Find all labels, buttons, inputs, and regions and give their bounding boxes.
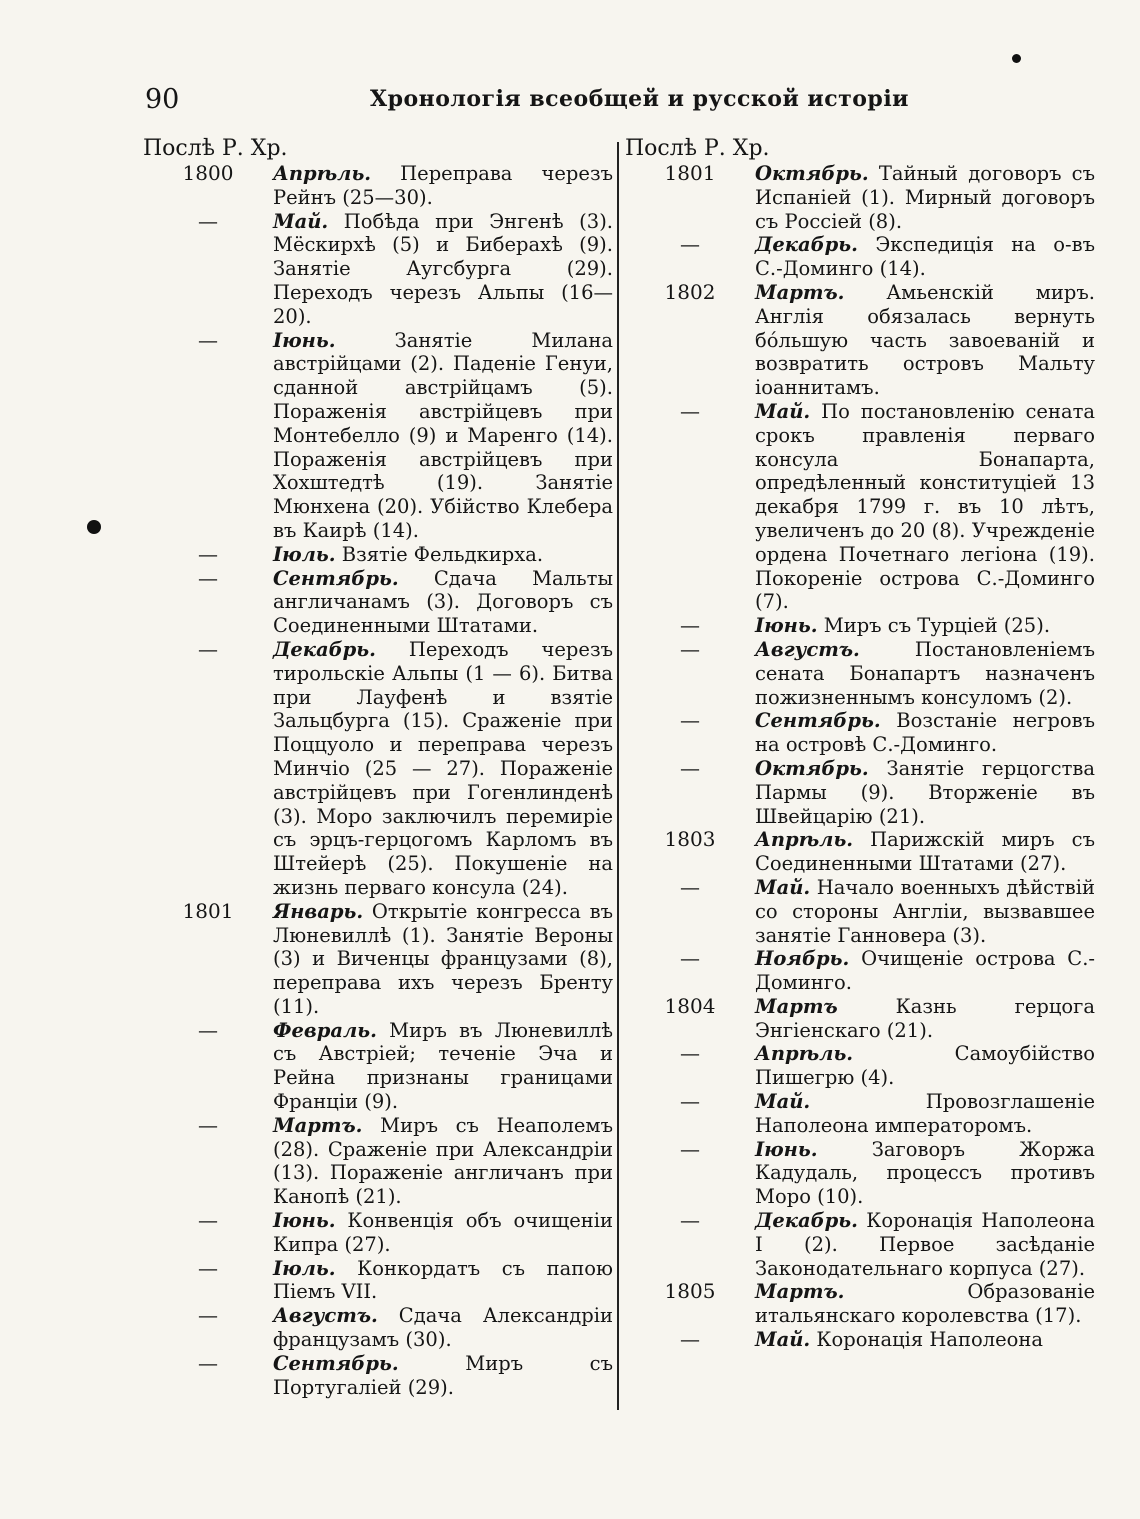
entry-body: Образованіе итальянскаго королевства (17).: [755, 1280, 1095, 1328]
entry-text: [273, 1352, 613, 1400]
chronology-entry: [143, 1019, 613, 1114]
chronology-entry: [625, 757, 1095, 828]
chronology-entry: [625, 400, 1095, 614]
entry-body: Миръ въ Люневиллѣ съ Австріей; теченіе Эча и Рейна признаны границами Франціи (9).: [273, 1018, 613, 1114]
entry-year: —: [680, 1041, 700, 1066]
entry-month: Іюнь.: [755, 1137, 818, 1161]
entry-month: Декабрь.: [273, 637, 376, 661]
entry-text: [755, 828, 1095, 876]
entry-body: Открытіе конгресса въ Люневиллѣ (1). Занятіе Вероны (3) и Виченцы французами (8), переправа ихъ черезъ Бренту (11).: [273, 899, 613, 1018]
entry-text: [273, 900, 613, 1019]
entry-year: —: [198, 636, 218, 661]
entry-year: —: [680, 1327, 700, 1352]
entry-year: 1803: [664, 827, 716, 852]
entry-month: Сентябрь.: [755, 709, 881, 733]
entry-text: [755, 1328, 1095, 1352]
entry-month: Май.: [755, 399, 811, 423]
chronology-entry: [143, 1257, 613, 1305]
chronology-entry: [625, 1138, 1095, 1209]
entry-text: [755, 1280, 1095, 1328]
entry-year: —: [198, 327, 218, 352]
entry-body: Занятіе Милана австрійцами (2). Паденіе Генуи, сданной австрійцамъ (5). Пораженія австрійцевъ при Монтебелло (9) и Маренго (14). Пораженія австрійцевъ при Хохштедтѣ (19). Занятіе Мюнхена (20). Убійство Клебера въ Каирѣ (14).: [273, 328, 614, 542]
chronology-entry: [625, 638, 1095, 709]
entry-body: Коронація Наполеона I (2). Первое засѣданіе Законодательнаго корпуса (27).: [755, 1209, 1095, 1280]
entry-text: [273, 638, 613, 900]
entry-month: Январь.: [273, 899, 364, 923]
entry-body: Переходъ черезъ тирольскіе Альпы (1 — 6). Битва при Лауфенѣ и взятіе Зальцбурга (15). Сраженіе при Поццуоло и переправа черезъ Минчіо (25 — 27). Пораженіе австрійцевъ при Гогенлинденѣ (3). Моро заключилъ перемиріе съ эрцъ-герцогомъ Карломъ въ Штейерѣ (25). Покушеніе на жизнь перваго консула (24).: [273, 637, 613, 899]
entry-text: [273, 1209, 613, 1257]
entry-body: Казнь герцога Энгіенскаго (21).: [755, 994, 1095, 1042]
chronology-entry: [625, 162, 1095, 233]
chronology-entry: [143, 900, 613, 1019]
entry-body: Тайный договоръ съ Испаніей (1). Мирный договоръ съ Россіей (8).: [755, 162, 1095, 233]
entry-month: Май.: [755, 1328, 811, 1352]
entry-body: Побѣда при Энгенѣ (3). Мёскирхѣ (5) и Биберахѣ (9). Занятіе Аугсбурга (29). Переходъ черезъ Альпы (16—20).: [273, 209, 614, 328]
entry-year: —: [198, 565, 218, 590]
entry-year: —: [198, 1255, 218, 1280]
entry-month: Іюнь.: [755, 614, 818, 638]
chronology-entry: [625, 1042, 1095, 1090]
entry-month: Апрѣль.: [273, 162, 372, 185]
entry-month: Сентябрь.: [273, 566, 399, 590]
chronology-entry: [143, 210, 613, 329]
entry-body: По постановленію сената срокъ правленія перваго консула Бонапарта, опредѣленный конституціей 13 декабря 1799 г. въ 10 лѣтъ, увеличенъ до 20 (8). Учрежденіе ордена Почетнаго легіона (19). Покореніе острова С.-Доминго (7).: [755, 399, 1095, 614]
entry-month: Іюль.: [273, 542, 336, 566]
entry-body: Миръ съ Неаполемъ (28). Сраженіе при Александріи (13). Пораженіе англичанъ при Канопѣ (21).: [273, 1113, 613, 1209]
entry-body: Амьенскій миръ. Англія обязалась вернуть бóльшую часть завоеваній и возвратить островъ Мальту іоаннитамъ.: [755, 280, 1095, 400]
entry-text: [273, 1019, 613, 1114]
ink-dot-margin: [87, 520, 101, 534]
entry-body: Экспедиція на о-въ С.-Доминго (14).: [755, 233, 1095, 281]
chronology-entry: [143, 567, 613, 638]
page-number: 90: [145, 84, 180, 115]
entry-year: —: [680, 755, 700, 780]
entry-body: Взятіе Фельдкирха.: [341, 542, 544, 566]
entry-text: [755, 1090, 1095, 1138]
entry-year: —: [198, 1303, 218, 1328]
entry-text: [755, 1209, 1095, 1280]
entry-body: Конкордатъ съ папою Піемъ VII.: [273, 1256, 613, 1304]
chronology-entry: [625, 1090, 1095, 1138]
entry-year: —: [680, 636, 700, 661]
right-entry-list: [625, 162, 1095, 1352]
entry-year: —: [680, 398, 700, 423]
entry-text: [755, 947, 1095, 995]
chronology-entry: [143, 329, 613, 543]
entry-month: Апрѣль.: [755, 828, 854, 852]
entry-body: Постановленіемъ сената Бонапартъ назначенъ пожизненнымъ консуломъ (2).: [755, 637, 1095, 709]
entry-text: [755, 162, 1095, 233]
entry-body: Заговоръ Жоржа Кадудаль, процессъ противъ Моро (10).: [755, 1137, 1095, 1209]
chronology-entry: [625, 1209, 1095, 1280]
chronology-entry: [143, 543, 613, 567]
entry-year: —: [680, 708, 700, 733]
entry-body: Занятіе герцогства Пармы (9). Вторженіе въ Швейцарію (21).: [755, 756, 1095, 828]
entry-text: [755, 995, 1095, 1043]
chronology-entry: [143, 162, 613, 210]
entry-body: Коронація Наполеона: [816, 1328, 1044, 1352]
chronology-entry: [143, 1114, 613, 1209]
entry-month: Мартъ: [755, 994, 838, 1018]
entry-year: —: [680, 1089, 700, 1114]
right-column: [625, 136, 1095, 1352]
entry-text: [273, 567, 613, 638]
entry-month: Декабрь.: [755, 233, 858, 257]
chronology-entry: [625, 828, 1095, 876]
entry-year: —: [198, 1350, 218, 1375]
entry-body: Переправа черезъ Рейнъ (25—30).: [273, 162, 613, 209]
entry-text: [755, 638, 1095, 709]
chronology-entry: [625, 233, 1095, 281]
entry-body: Очищеніе острова С.-Доминго.: [755, 947, 1096, 995]
chronology-entry: [143, 1304, 613, 1352]
entry-month: Августъ.: [755, 637, 860, 661]
entry-text: [755, 876, 1095, 947]
left-column: [143, 136, 613, 1399]
entry-year: —: [680, 946, 700, 971]
entry-body: Конвенція объ очищеніи Кипра (27).: [273, 1209, 614, 1256]
entry-text: [273, 1304, 613, 1352]
entry-text: [273, 162, 613, 210]
entry-text: [755, 233, 1095, 281]
entry-year: 1801: [182, 898, 234, 923]
entry-text: [755, 1138, 1095, 1209]
chronology-entry: [625, 876, 1095, 947]
entry-month: Апрѣль.: [755, 1042, 854, 1066]
entry-month: Октябрь.: [755, 162, 869, 185]
entry-month: Декабрь.: [755, 1209, 858, 1233]
entry-month: Мартъ.: [273, 1113, 363, 1137]
entry-text: [273, 210, 613, 329]
entry-month: Мартъ.: [755, 280, 845, 304]
entry-text: [273, 329, 613, 543]
entry-text: [755, 281, 1095, 400]
entry-month: Май.: [755, 1090, 811, 1114]
entry-month: Августъ.: [273, 1304, 378, 1328]
entry-month: Сентябрь.: [273, 1351, 399, 1375]
entry-month: Октябрь.: [755, 756, 869, 780]
entry-month: Ноябрь.: [755, 947, 850, 971]
entry-text: [273, 1257, 613, 1305]
entry-body: Сдача Мальты англичанамъ (3). Договоръ съ Соединенными Штатами.: [273, 566, 613, 638]
entry-body: Миръ съ Португаліей (29).: [273, 1351, 613, 1399]
entry-month: Мартъ.: [755, 1280, 845, 1304]
running-title: Хронологія всеобщей и русской исторіи: [370, 86, 909, 112]
entry-body: Начало военныхъ дѣйствій со стороны Англіи, вызвавшее занятіе Ганновера (3).: [755, 875, 1095, 947]
entry-year: 1805: [664, 1279, 716, 1304]
entry-year: —: [680, 1136, 700, 1161]
entry-year: —: [198, 1017, 218, 1042]
entry-year: —: [198, 541, 218, 566]
right-column-heading: Послѣ Р. Хр.: [625, 136, 770, 161]
entry-text: [273, 1114, 613, 1209]
entry-text: [755, 757, 1095, 828]
left-entry-list: [143, 162, 613, 1399]
chronology-entry: [143, 1209, 613, 1257]
chronology-entry: [625, 995, 1095, 1043]
entry-body: Сдача Александріи французамъ (30).: [273, 1304, 614, 1352]
chronology-entry: [143, 1352, 613, 1400]
entry-year: 1801: [664, 161, 716, 185]
entry-year: —: [198, 208, 218, 233]
entry-text: [755, 709, 1095, 757]
entry-month: Февраль.: [273, 1018, 377, 1042]
entry-body: Возстаніе негровъ на островѣ С.-Доминго.: [755, 709, 1095, 757]
entry-text: [755, 614, 1095, 638]
column-divider: [617, 142, 619, 1410]
entry-year: —: [680, 1208, 700, 1233]
entry-year: —: [198, 1208, 218, 1233]
chronology-entry: [625, 709, 1095, 757]
chronology-entry: [625, 1328, 1095, 1352]
entry-body: Парижскій миръ съ Соединенными Штатами (27).: [755, 828, 1095, 876]
entry-year: 1804: [664, 993, 716, 1018]
entry-year: —: [680, 232, 700, 257]
entry-year: —: [680, 874, 700, 899]
entry-year: —: [198, 1112, 218, 1137]
chronology-entry: [625, 614, 1095, 638]
entry-month: Май.: [273, 209, 329, 233]
entry-body: Провозглашеніе Наполеона императоромъ.: [755, 1090, 1095, 1137]
entry-year: —: [680, 613, 700, 638]
entry-body: Самоубійство Пишегрю (4).: [755, 1042, 1095, 1090]
entry-text: [273, 543, 613, 567]
entry-year: 1800: [182, 161, 234, 185]
chronology-entry: [625, 947, 1095, 995]
entry-month: Іюнь.: [273, 1209, 336, 1233]
ink-dot-top: [1012, 54, 1021, 63]
chronology-entry: [625, 281, 1095, 400]
entry-month: Іюнь.: [273, 328, 336, 352]
chronology-entry: [625, 1280, 1095, 1328]
entry-month: Май.: [755, 875, 811, 899]
entry-month: Іюль.: [273, 1256, 336, 1280]
entry-body: Миръ съ Турціей (25).: [823, 614, 1051, 638]
entry-year: 1802: [664, 279, 716, 304]
entry-text: [755, 1042, 1095, 1090]
chronology-entry: [143, 638, 613, 900]
entry-text: [755, 400, 1095, 614]
left-column-heading: Послѣ Р. Хр.: [143, 136, 288, 161]
